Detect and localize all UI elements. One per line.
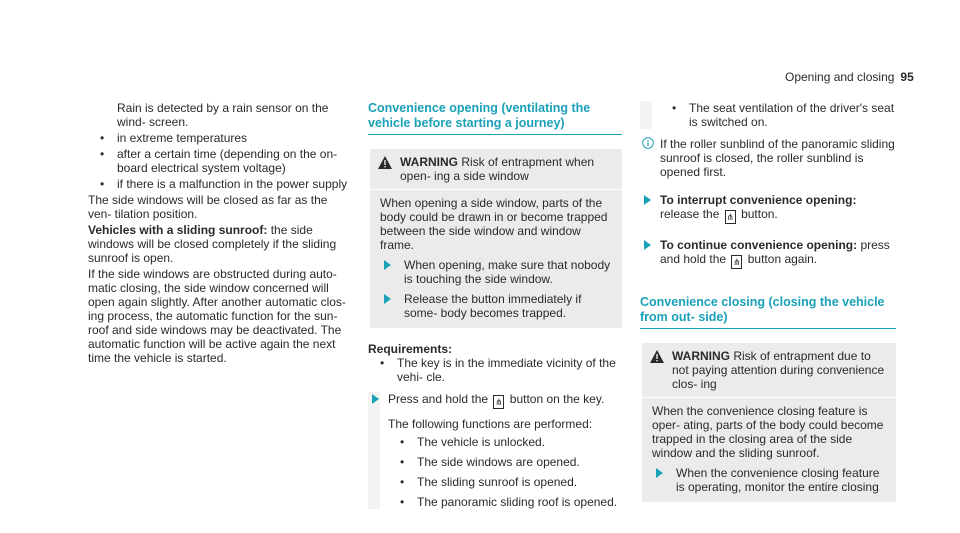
action-pre: Press and hold the: [388, 392, 489, 406]
key-unlock-icon: ⋔: [495, 397, 503, 407]
list-item: • The vehicle is unlocked.: [388, 435, 622, 449]
warning-body: [642, 398, 896, 502]
action-block: [368, 392, 622, 509]
list-item: • The side windows are opened.: [388, 455, 622, 469]
warning-triangle-icon: [378, 156, 392, 169]
column-1: [88, 101, 350, 367]
action-bar: [640, 101, 652, 129]
list-item: • The seat ventilation of the driver's seat is switched on.: [660, 101, 896, 129]
action-bar: [368, 392, 380, 509]
functions-list-continued: [660, 101, 896, 129]
arrow-icon: [372, 394, 379, 404]
warning-heading: [672, 349, 888, 391]
column-3: [640, 101, 896, 502]
functions-list: [388, 435, 622, 509]
step-label: To interrupt convenience opening:: [660, 193, 857, 207]
paragraph: The side windows will be closed as far as the ven- tilation position.: [88, 193, 328, 221]
instruction-step: [652, 466, 888, 494]
warning-heading-text: Risk of entrapment due to not paying attention during convenience clos- ing: [672, 349, 885, 391]
arrow-icon: [644, 240, 651, 250]
vehicles-label: Vehicles with a sliding sunroof:: [88, 223, 268, 237]
instruction-step: [640, 238, 896, 269]
running-header: [785, 70, 925, 84]
instruction-step: [380, 292, 614, 320]
warning-triangle-icon: [650, 350, 664, 363]
warning-heading-text: Risk of entrapment when open- ing a side window: [400, 155, 595, 183]
paragraph: [88, 223, 350, 265]
warning-text: When opening a side window, parts of the body could be drawn in or become trapped between the side window and window frame.: [380, 196, 608, 252]
column-2: [368, 101, 622, 515]
warning-label: WARNING: [400, 155, 458, 169]
functions-intro: The following functions are performed:: [388, 417, 593, 431]
arrow-icon: [384, 260, 391, 270]
continued-block: [640, 101, 896, 129]
page-number: 95: [900, 70, 914, 84]
list-item: • The panoramic sliding roof is opened.: [388, 495, 622, 509]
action-text: [388, 392, 622, 409]
instruction-step: [640, 193, 896, 224]
requirements-list: [368, 356, 622, 384]
section-title: Opening and closing: [785, 70, 895, 84]
section-heading: Convenience closing (closing the vehicle from out- side): [640, 295, 885, 324]
list-item: • after a certain time (depending on the on- board electrical system voltage): [88, 147, 350, 175]
key-unlock-icon: ⋔: [733, 257, 741, 267]
arrow-icon: [656, 468, 663, 478]
intro-text: Rain is detected by a rain sensor on the wind- screen.: [117, 101, 329, 129]
condition-list: [88, 131, 350, 191]
step-label: To continue convenience opening:: [660, 238, 858, 252]
warning-box: [370, 149, 622, 328]
paragraph: If the side windows are obstructed during auto- matic closing, the side window concerned will open again slightly. After another automatic clos- ing process, the automatic function for the sun- roof and side windows may be deactivated. The automatic function will be active again the next time the vehicle is started.: [88, 267, 346, 365]
vehicles-text: the side windows will be closed completely if the sliding sunroof is open.: [88, 223, 337, 265]
step-text: button again.: [747, 252, 818, 266]
note-text: If the roller sunblind of the panoramic sliding sunroof is closed, the roller sunblind is opened first.: [660, 137, 895, 179]
step-text: release the: [660, 207, 720, 221]
warning-header: [642, 343, 896, 398]
step-text: Release the button immediately if some- body becomes trapped.: [404, 292, 582, 320]
list-item: • The key is in the immediate vicinity of the vehi- cle.: [368, 356, 622, 384]
step-text: button.: [741, 207, 778, 221]
info-note: [640, 137, 896, 179]
step-text: press and hold the: [660, 238, 890, 266]
arrow-icon: [384, 294, 391, 304]
heading-rule: [368, 134, 622, 135]
section-heading: Convenience opening (ventilating the vehicle before starting a journey): [368, 101, 591, 130]
warning-heading: [400, 155, 614, 183]
instruction-step: [380, 258, 614, 286]
list-item: • in extreme temperatures: [88, 131, 350, 145]
arrow-icon: [644, 195, 651, 205]
heading-rule: [640, 328, 896, 329]
info-icon: [642, 137, 654, 149]
step-text: When opening, make sure that nobody is touching the side window.: [404, 258, 611, 286]
warning-label: WARNING: [672, 349, 730, 363]
key-unlock-icon: ⋔: [726, 212, 734, 222]
warning-header: [370, 149, 622, 190]
step-text: When the convenience closing feature is operating, monitor the entire closing: [676, 466, 880, 494]
list-item: • if there is a malfunction in the power supply: [88, 177, 350, 191]
warning-body: [370, 190, 622, 328]
list-item: • The sliding sunroof is opened.: [388, 475, 622, 489]
requirements: [368, 342, 622, 384]
action-post: button on the key.: [509, 392, 605, 406]
warning-box: [642, 343, 896, 502]
requirements-title: Requirements:: [368, 342, 453, 356]
warning-text: When the convenience closing feature is oper- ating, parts of the body could become trapped in the closing area of the side window and the sliding sunroof.: [652, 404, 884, 460]
